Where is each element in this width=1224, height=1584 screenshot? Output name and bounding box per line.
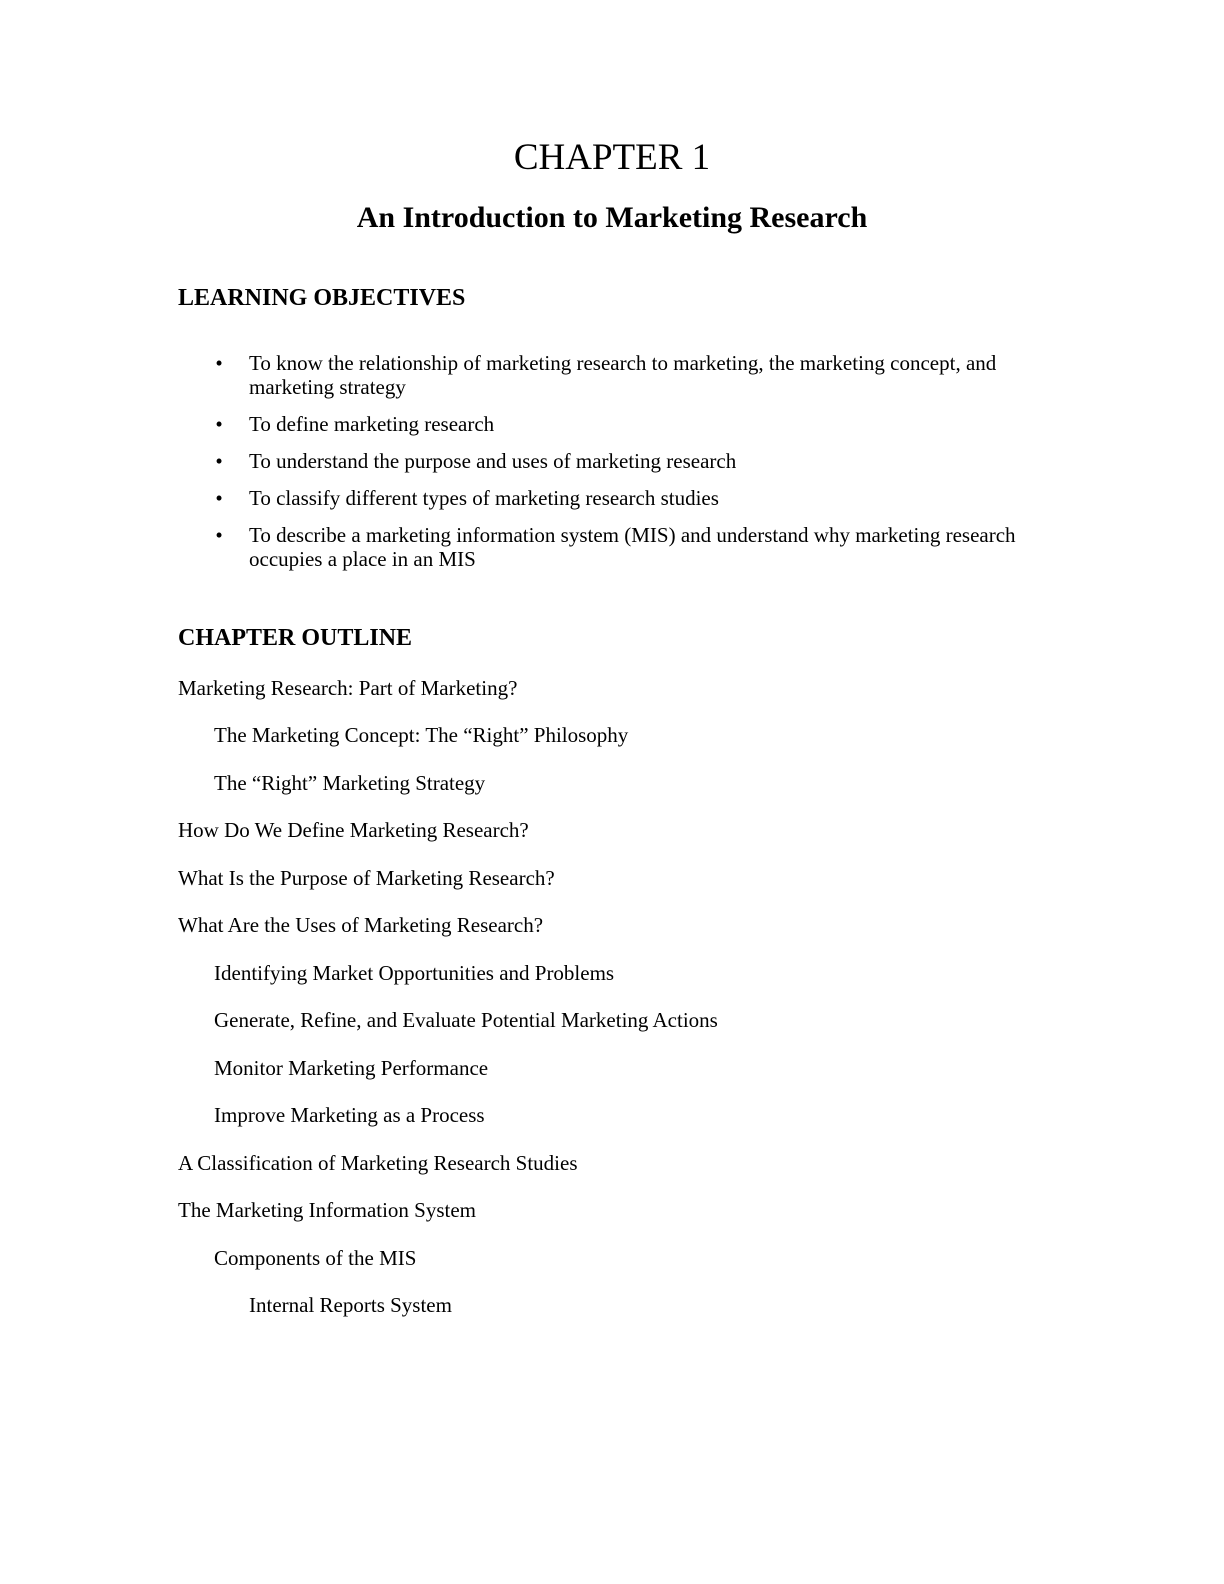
outline-entry: How Do We Define Marketing Research? [178,818,529,842]
outline-entry: Marketing Research: Part of Marketing? [178,676,518,700]
chapter-outline-heading: CHAPTER OUTLINE [178,625,413,651]
list-item [212,449,1072,473]
outline-entry: Monitor Marketing Performance [214,1056,489,1080]
objective-text: To classify different types of marketing research studies [249,486,719,510]
outline-entry: Components of the MIS [214,1246,417,1270]
chapter-title: An Introduction to Marketing Research [356,201,868,234]
learning-objectives-list [212,351,1072,584]
bullet-icon: • [215,351,223,375]
outline-entry: What Is the Purpose of Marketing Research? [178,866,555,890]
outline-entry: Identifying Market Opportunities and Problems [214,961,615,985]
bullet-icon: • [215,412,223,436]
outline-entry: The “Right” Marketing Strategy [214,771,486,795]
outline-entry: What Are the Uses of Marketing Research? [178,913,544,937]
list-item [212,412,1072,436]
list-item [212,486,1072,510]
outline-entry: The Marketing Information System [178,1198,477,1222]
outline-entry: Internal Reports System [249,1293,452,1317]
list-item [212,351,1072,399]
objective-text: To know the relationship of marketing research to marketing, the marketing concept, and marketing strategy [249,351,997,399]
objective-text: To define marketing research [249,412,495,436]
chapter-number: CHAPTER 1 [513,137,711,178]
list-item [212,523,1072,571]
outline-entry: Improve Marketing as a Process [214,1103,485,1127]
bullet-icon: • [215,523,223,547]
outline-entry: Generate, Refine, and Evaluate Potential Marketing Actions [214,1008,718,1032]
objective-text: To describe a marketing information system (MIS) and understand why marketing research occupies a place in an MIS [249,523,1016,571]
bullet-icon: • [215,449,223,473]
learning-objectives-heading: LEARNING OBJECTIVES [178,285,466,311]
outline-entry: A Classification of Marketing Research Studies [178,1151,578,1175]
bullet-icon: • [215,486,223,510]
objective-text: To understand the purpose and uses of marketing research [249,449,737,473]
outline-entry: The Marketing Concept: The “Right” Philosophy [214,723,629,747]
